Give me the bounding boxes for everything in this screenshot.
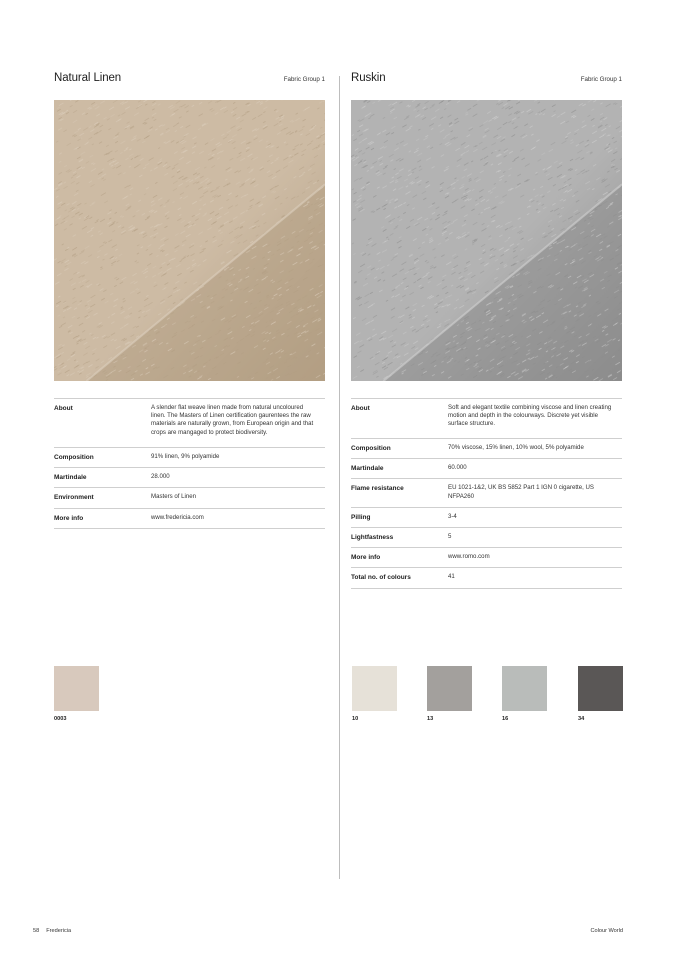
spec-value-link[interactable]: www.romo.com [448,553,490,561]
spec-row-about [351,399,622,439]
spec-row-environment [54,488,325,508]
spec-row-martindale [54,468,325,488]
colour-swatch[interactable] [502,666,547,722]
fabric-title: Natural Linen [54,72,122,84]
swatch-chip [54,666,99,711]
spec-row-composition [54,448,325,468]
spec-value-link[interactable]: www.fredericia.com [151,513,204,521]
spec-row-flame-resistance [351,479,622,507]
spec-key: Martindale [351,465,384,473]
fabric-group-label: Fabric Group 1 [283,76,325,83]
spec-key: Lightfastness [351,534,394,542]
spec-value: 41 [448,573,455,581]
spec-value: 91% linen, 9% polyamide [151,453,220,460]
spec-key: Composition [54,454,94,461]
fabric-header [54,72,325,100]
fabric-photo [54,100,325,381]
spec-value: 3-4 [448,512,457,520]
swatch-chip [427,666,472,711]
spec-key: More info [351,554,381,562]
spec-row-composition [351,439,622,459]
spec-key: About [351,405,370,412]
spec-key: Pilling [351,513,371,521]
colour-swatch[interactable] [54,666,99,722]
spec-table [54,398,325,529]
page-footer-left [33,928,71,934]
spec-value: Soft and elegant textile combining viscose and linen creating motion and depth in the colourways. Discrete yet visible surface structure. [448,404,612,428]
spec-row-lightfastness [351,528,622,548]
spec-value: A slender flat weave linen made from natural uncoloured linen. The Masters of Linen certification gaurentees the raw materials are naturally grown, from European origin and that crops are mangaged to protect biodiversity. [151,404,314,436]
spec-row-more-info [54,509,325,529]
spec-value: 28.000 [151,473,170,481]
swatch-code: 34 [578,716,585,722]
spec-row-about [54,399,325,448]
spec-key: Total no. of colours [351,574,411,582]
swatch-code: 10 [352,716,359,722]
spec-table [351,398,622,589]
spec-key: More info [54,514,84,522]
fabric-title: Ruskin [351,72,386,84]
spec-key: Flame resistance [351,485,404,493]
swatch-code: 0003 [54,716,67,722]
fabric-header [351,72,622,100]
spec-key: Environment [54,494,94,502]
spec-row-more-info [351,548,622,568]
swatch-chip [502,666,547,711]
fabric-natural-linen [54,72,325,529]
spec-key: Martindale [54,474,87,482]
spec-value: 70% viscose, 15% linen, 10% wool, 5% polyamide [448,444,584,451]
swatch-chip [352,666,397,711]
spec-key: About [54,405,73,412]
colour-swatch[interactable] [352,666,397,722]
spec-value: 5 [448,533,452,541]
fabric-ruskin [351,72,622,589]
page-number: 58 [33,928,40,934]
fabric-photo [351,100,622,381]
colour-swatch[interactable] [578,666,623,722]
spec-value: 60.000 [448,464,467,472]
spec-value: EU 1021-1&2, UK BS 5852 Part 1 IGN 0 cigarette, US NFPA260 [448,484,594,500]
column-divider [339,76,340,879]
fabric-group-label: Fabric Group 1 [580,76,622,83]
footer-section: Colour World [590,928,623,934]
spec-row-pilling [351,508,622,528]
spec-row-total-colours [351,568,622,588]
swatch-code: 16 [502,716,509,722]
colour-swatch[interactable] [427,666,472,722]
swatch-chip [578,666,623,711]
spec-row-martindale [351,459,622,479]
spec-key: Composition [351,445,391,452]
spec-value: Masters of Linen [151,493,197,501]
footer-brand: Fredericia [46,928,72,934]
swatch-code: 13 [427,716,434,722]
